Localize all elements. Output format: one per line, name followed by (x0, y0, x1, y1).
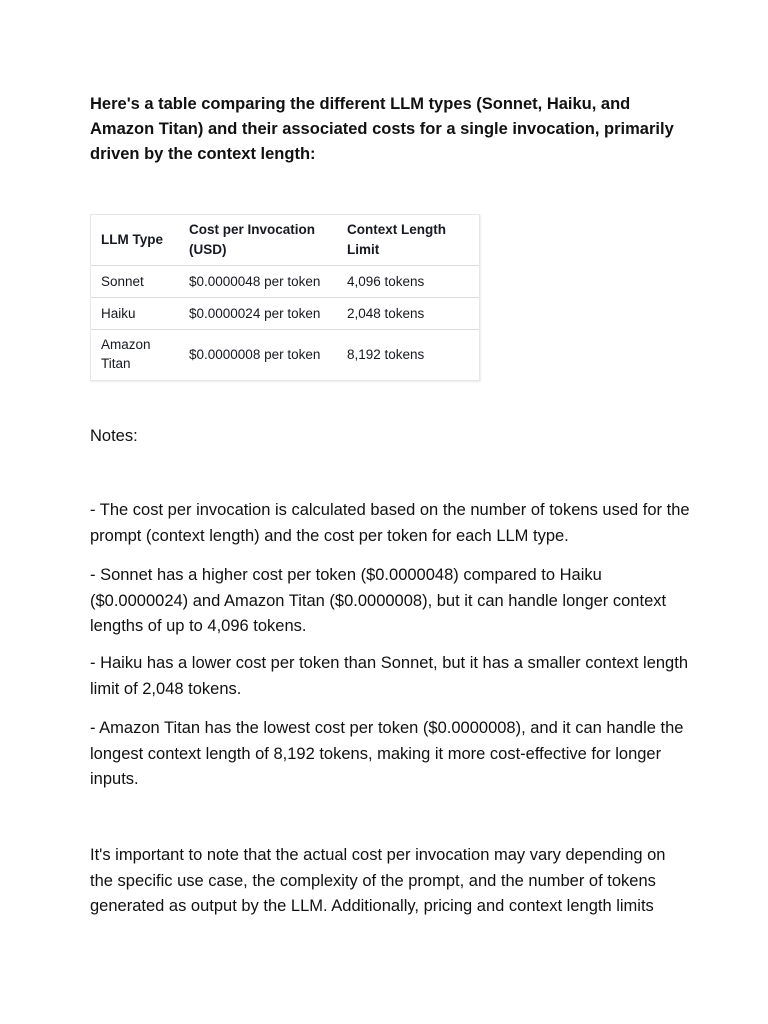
cell-llm-type: Amazon Titan (101, 337, 151, 371)
table-row (91, 266, 479, 298)
intro-paragraph: Here's a table comparing the different LLM types (Sonnet, Haiku, and Amazon Titan) and their associated costs for a single invocation, primarily driven by the context length: (90, 95, 674, 163)
cell-cost: $0.0000008 per token (189, 346, 321, 362)
cell-context-length: 8,192 tokens (347, 346, 425, 362)
cell-context-length: 2,048 tokens (337, 298, 479, 330)
comparison-table (91, 215, 479, 378)
cell-context-length: 4,096 tokens (337, 266, 479, 298)
cell-llm-type: Sonnet (91, 266, 179, 298)
header-llm-type: LLM Type (91, 215, 179, 266)
note-item: - Haiku has a lower cost per token than Sonnet, but it has a smaller context length limit of 2,048 tokens. (90, 654, 688, 698)
table-row (91, 298, 479, 330)
note-item: - Sonnet has a higher cost per token ($0.0000048) compared to Haiku ($0.0000024) and Amazon Titan ($0.0000008), but it can handle longer context lengths of up to 4,096 tokens. (90, 566, 667, 635)
notes-heading: Notes: (90, 427, 138, 445)
closing-paragraph: It's important to note that the actual cost per invocation may vary depending on the specific use case, the complexity of the prompt, and the number of tokens generated as output by the LLM. Additionally, pricing and context length limits (90, 846, 666, 915)
comparison-table-container (90, 214, 480, 381)
cell-llm-type: Haiku (91, 298, 179, 330)
cell-cost: $0.0000048 per token (179, 266, 337, 298)
header-cost-per-invocation: Cost per Invocation (USD) (179, 215, 337, 266)
table-row (91, 330, 479, 379)
note-item: - The cost per invocation is calculated based on the number of tokens used for the prompt (context length) and the cost per token for each LLM type. (90, 501, 690, 545)
table-header-row (91, 215, 479, 266)
header-context-length-limit: Context Length Limit (337, 215, 479, 266)
cell-cost: $0.0000024 per token (179, 298, 337, 330)
note-item: - Amazon Titan has the lowest cost per token ($0.0000008), and it can handle the longest context length of 8,192 tokens, making it more cost-effective for longer inputs. (90, 719, 684, 788)
